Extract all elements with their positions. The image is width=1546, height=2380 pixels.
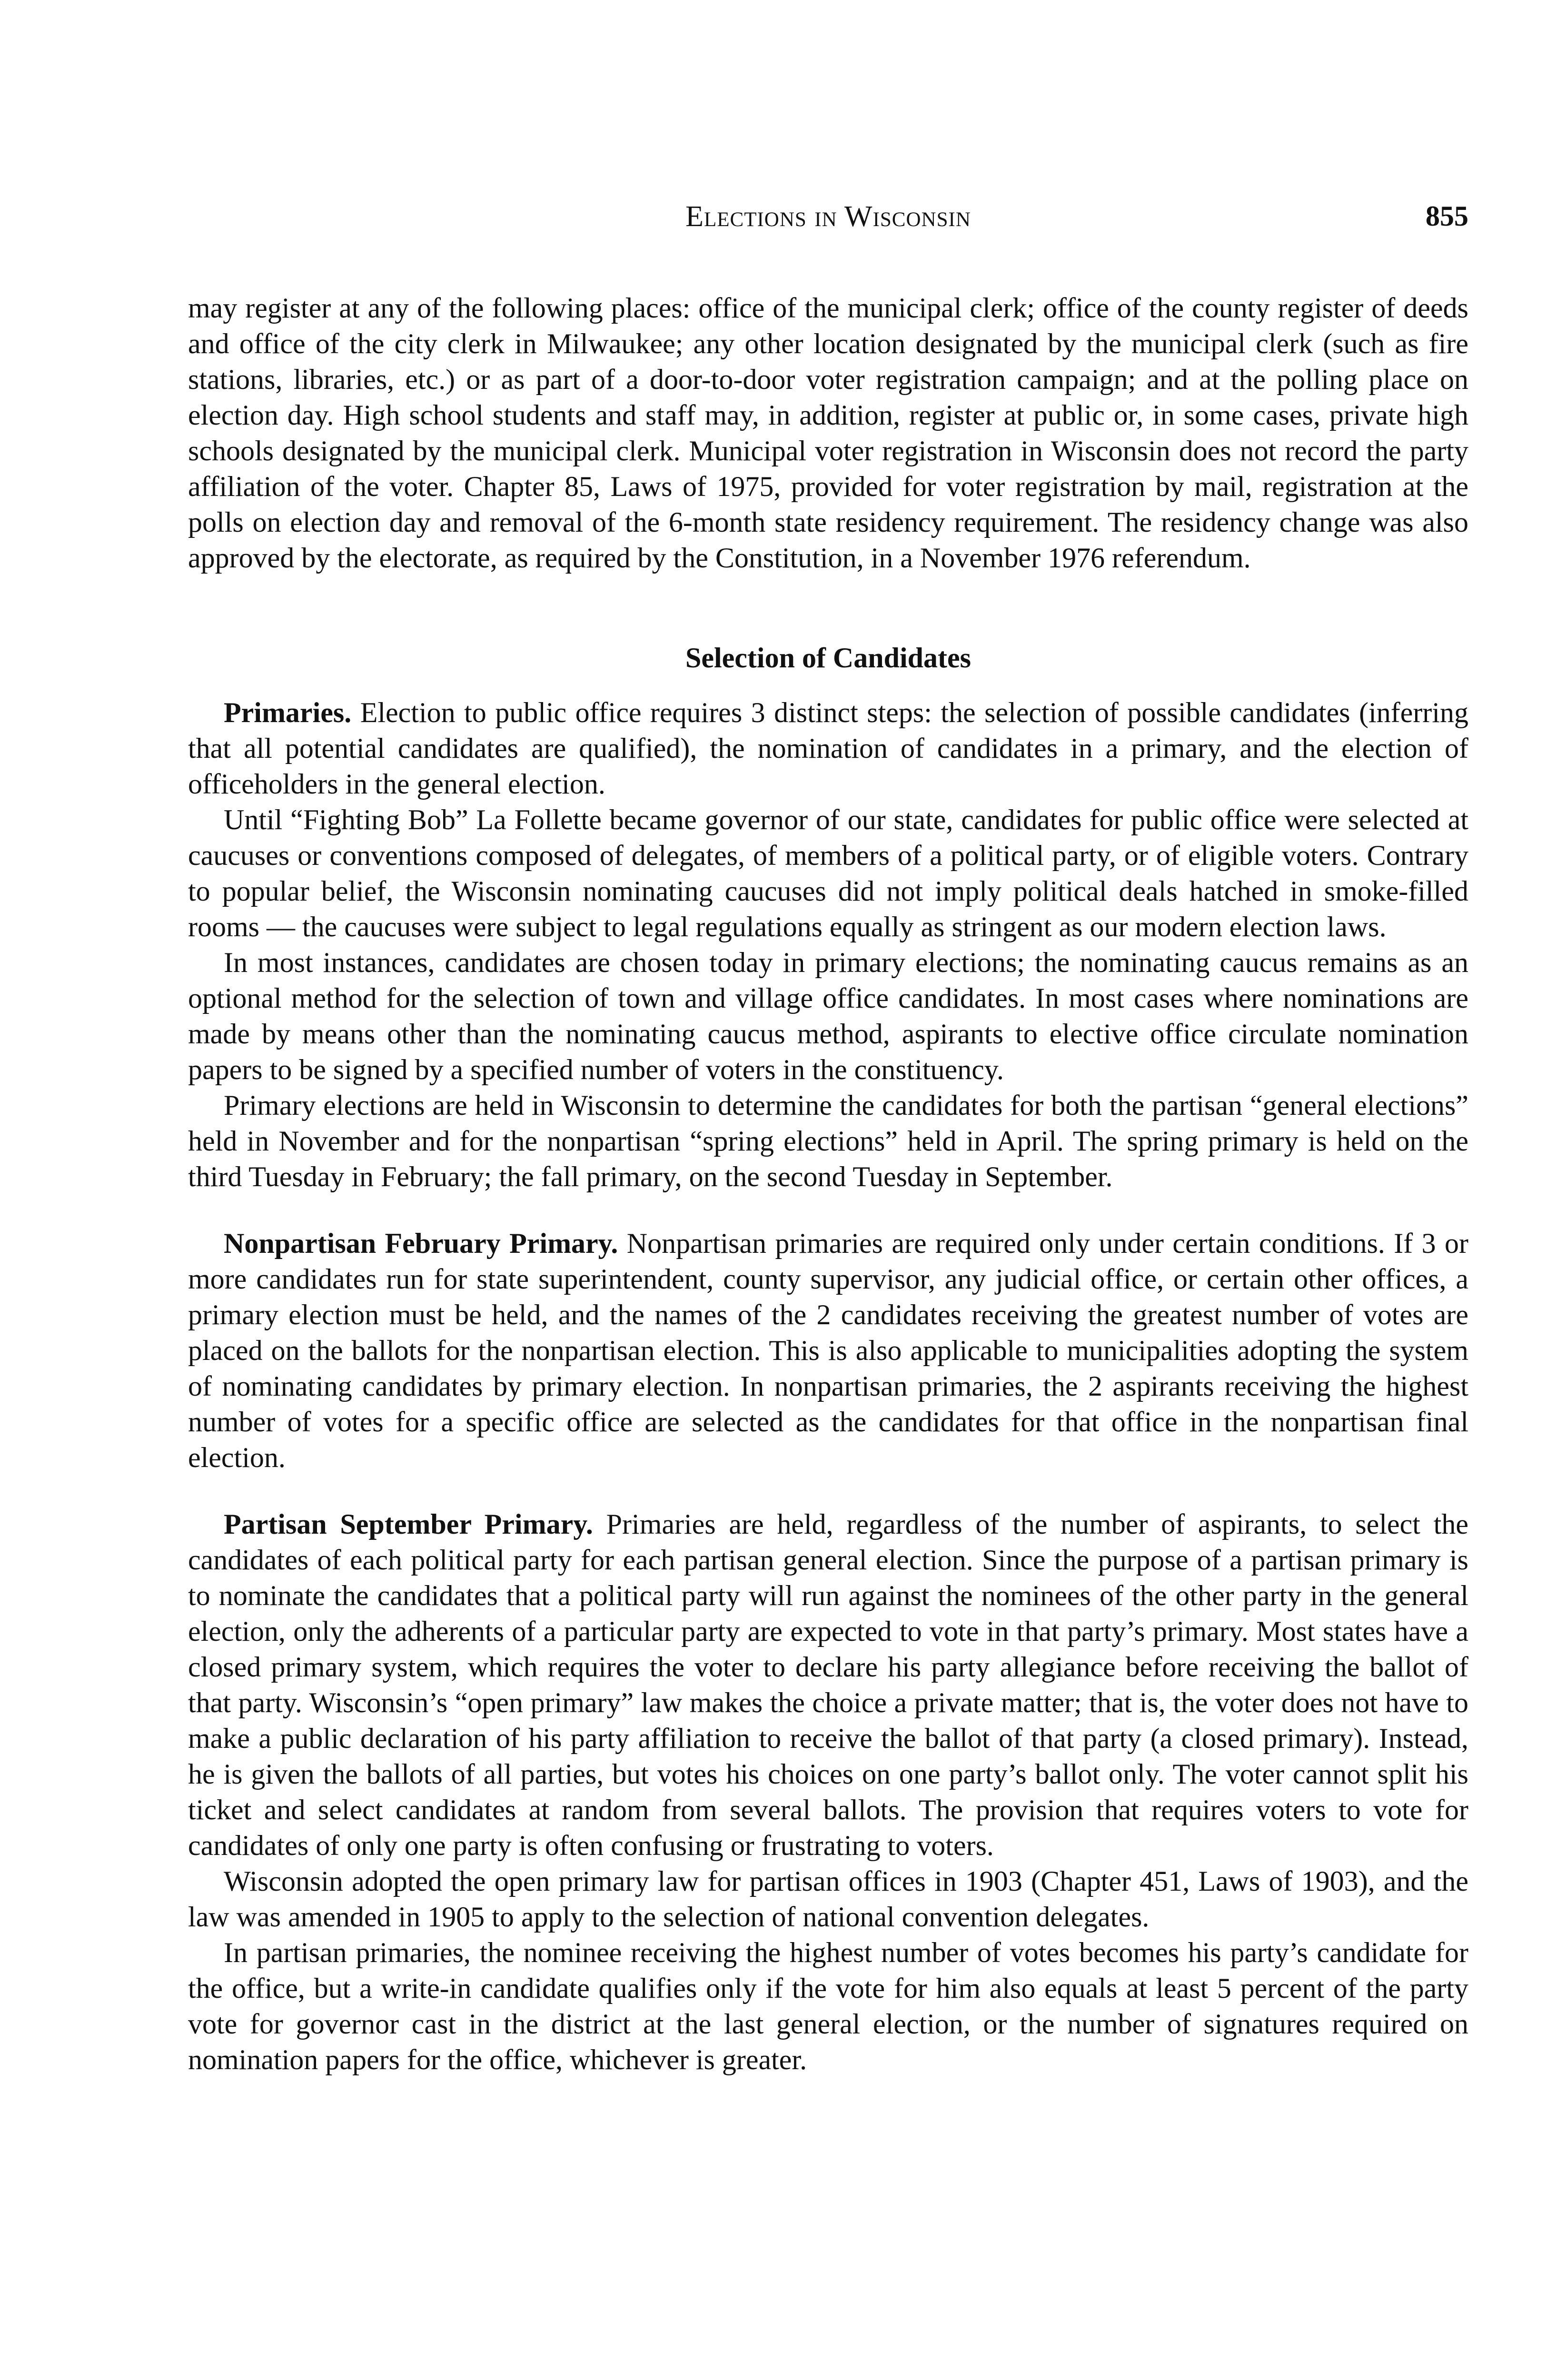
paragraph-primaries [188,695,1468,802]
paragraph-open-primary-law: Wisconsin adopted the open primary law for partisan offices in 1903 (Chapter 451, Laws of 1903), and the law was amended in 1905 to apply to the selection of national convention delegates. [188,1865,1468,1933]
nonpartisan-text: Nonpartisan primaries are required only under certain conditions. If 3 or more candidates run for state superintendent, county supervisor, any judicial office, or certain other offices, a primary election must be held, and the names of the 2 candidates receiving the greatest number of votes are placed on the ballots for the nonpartisan election. This is also applicable to municipalities adopting the system of nominating candidates by primary election. In nonpartisan primaries, the 2 aspirants receiving the highest number of votes for a specific office are selected as the candidates for that office in the nonpartisan final election. [188,1228,1469,1473]
page-number: 855 [1426,200,1468,232]
primaries-text: Election to public office requires 3 distinct steps: the selection of possible candidates (inferring that all potential candidates are qualified), the nomination of candidates in a primary, and the election of officeholders in the general election. [188,697,1468,800]
running-title: Elections in Wisconsin [685,200,971,233]
body-text [188,290,1468,2078]
paragraph-caucus: In most instances, candidates are chosen today in primary elections; the nominating caucus remains as an optional method for the selection of town and village office candidates. In most cases where nominations are made by means other than the nominating caucus method, aspirants to elective office circulate nomination papers to be signed by a specified number of voters in the constituency. [188,947,1468,1085]
paragraph-la-follette: Until “Fighting Bob” La Follette became governor of our state, candidates for public office were selected at caucuses or conventions composed of delegates, of members of a political party, or of eligible voters. Contrary to popular belief, the Wisconsin nominating caucuses did not imply political deals hatched in smoke-filled rooms — the caucuses were subject to legal regulations equally as stringent as our modern election laws. [188,804,1468,942]
paragraph-voter-registration: may register at any of the following places: office of the municipal clerk; office of the county register of deeds and office of the city clerk in Milwaukee; any other location designated by the municipal clerk (such as fire stations, libraries, etc.) or as part of a door-to-door voter registration campaign; and at the polling place on election day. High school students and staff may, in addition, register at public or, in some cases, private high schools designated by the municipal clerk. Municipal voter registration in Wisconsin does not record the party affiliation of the voter. Chapter 85, Laws of 1975, provided for voter registration by mail, registration at the polls on election day and removal of the 6-month state residency requirement. The residency change was also approved by the electorate, as required by the Constitution, in a November 1976 referendum. [188,292,1468,574]
nonpartisan-run-in-heading: Nonpartisan February Primary. [224,1228,618,1259]
partisan-run-in-heading: Partisan September Primary. [224,1508,593,1540]
paragraph-nonpartisan-primary [188,1226,1468,1476]
running-header [188,200,1468,243]
paragraph-primary-schedule: Primary elections are held in Wisconsin to determine the candidates for both the partisan “general elections” held in November and for the nonpartisan “spring elections” held in April. The spring primary is held on the third Tuesday in February; the fall primary, on the second Tuesday in September. [188,1090,1468,1192]
partisan-text: Primaries are held, regardless of the number of aspirants, to select the candidates of each political party for each partisan general election. Since the purpose of a partisan primary is to nominate the candidates that a political party will run against the nominees of the other party in the general election, only the adherents of a particular party are expected to vote in that party’s primary. Most states have a closed primary system, which requires the voter to declare his party allegiance before receiving the ballot of that party. Wisconsin’s “open primary” law makes the choice a private matter; that is, the voter does not have to make a public declaration of his party affiliation to receive the ballot of that party (a closed primary). Instead, he is given the ballots of all parties, but votes his choices on one party’s ballot only. The voter cannot split his ticket and select candidates at random from several ballots. The provision that requires voters to vote for candidates of only one party is often confusing or frustrating to voters. [188,1508,1469,1861]
paragraph-partisan-primary [188,1507,1468,1864]
primaries-run-in-heading: Primaries. [224,697,352,728]
section-heading: Selection of Candidates [685,642,971,674]
paragraph-write-in: In partisan primaries, the nominee receiving the highest number of votes becomes his party’s candidate for the office, but a write-in candidate qualifies only if the vote for him also equals at least 5 percent of the party vote for governor cast in the district at the last general election, or the number of signatures required on nomination papers for the office, whichever is greater. [188,1937,1468,2075]
